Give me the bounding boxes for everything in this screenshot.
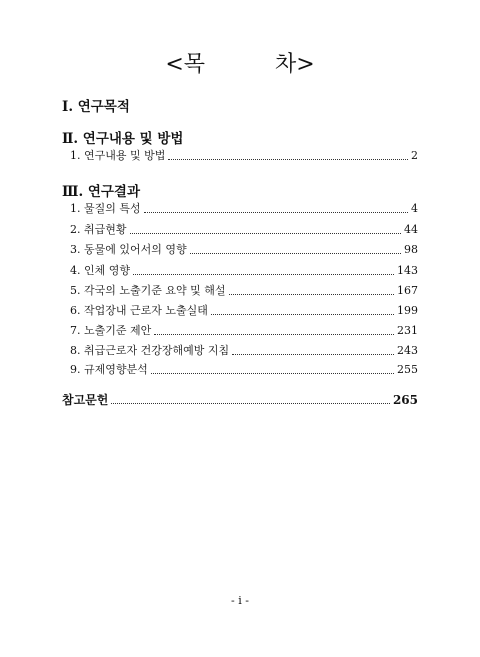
toc-entry-label: 5. 각국의 노출기준 요약 및 해설 bbox=[70, 284, 226, 297]
toc-entry-page: 231 bbox=[397, 324, 418, 337]
toc-entry[interactable] bbox=[70, 361, 418, 377]
toc-entry[interactable] bbox=[70, 342, 418, 358]
dot-leader bbox=[154, 334, 394, 335]
toc-entry-page: 143 bbox=[397, 264, 418, 277]
toc-title: <목 차> bbox=[165, 52, 315, 77]
dot-leader bbox=[111, 403, 390, 404]
toc-entry[interactable] bbox=[70, 200, 418, 216]
toc-entry-label: 참고문헌 bbox=[62, 393, 109, 407]
toc-entry-label: 9. 규제영향분석 bbox=[70, 363, 148, 376]
toc-entry-label: 3. 동물에 있어서의 영향 bbox=[70, 243, 187, 256]
dot-leader bbox=[133, 274, 394, 275]
toc-entry[interactable] bbox=[70, 147, 418, 163]
toc-entry-page: 98 bbox=[404, 243, 418, 256]
toc-entry[interactable] bbox=[70, 241, 418, 257]
toc-entry-page: 199 bbox=[397, 304, 418, 317]
toc-entry[interactable] bbox=[70, 322, 418, 338]
toc-entry-page: 2 bbox=[411, 149, 418, 162]
toc-entry-page: 255 bbox=[397, 363, 418, 376]
dot-leader bbox=[130, 233, 402, 234]
dot-leader bbox=[232, 354, 394, 355]
toc-entry-page: 265 bbox=[392, 393, 418, 407]
toc-entry[interactable] bbox=[70, 282, 418, 298]
toc-entry-label: 6. 작업장내 근로자 노출실태 bbox=[70, 304, 208, 317]
toc-entry-label: 1. 연구내용 및 방법 bbox=[70, 149, 166, 162]
toc-entry[interactable] bbox=[70, 302, 418, 318]
dot-leader bbox=[229, 294, 395, 295]
dot-leader bbox=[144, 212, 408, 213]
toc-entry-page: 4 bbox=[411, 202, 418, 215]
toc-entry-label: 1. 물질의 특성 bbox=[70, 202, 141, 215]
toc-entry-label: 4. 인체 영향 bbox=[70, 264, 130, 277]
dot-leader bbox=[190, 253, 401, 254]
toc-entry-label: 7. 노출기준 제안 bbox=[70, 324, 152, 337]
section-heading-3: Ⅲ. 연구결과 bbox=[62, 184, 141, 200]
toc-entry-page: 167 bbox=[397, 284, 418, 297]
toc-entry[interactable] bbox=[70, 262, 418, 278]
toc-entry[interactable] bbox=[70, 221, 418, 237]
toc-entry-label: 2. 취급현황 bbox=[70, 223, 127, 236]
section-heading-2: Ⅱ. 연구내용 및 방법 bbox=[62, 131, 184, 147]
toc-entry-label: 8. 취급근로자 건강장해예방 지침 bbox=[70, 344, 230, 357]
section-heading-1: Ⅰ. 연구목적 bbox=[62, 99, 130, 115]
toc-entry-page: 44 bbox=[404, 223, 418, 236]
dot-leader bbox=[151, 373, 394, 374]
dot-leader bbox=[211, 314, 394, 315]
toc-entry-page: 243 bbox=[397, 344, 418, 357]
toc-entry-references[interactable] bbox=[62, 391, 418, 407]
dot-leader bbox=[168, 159, 408, 160]
page-number-footer: - i - bbox=[231, 594, 249, 607]
